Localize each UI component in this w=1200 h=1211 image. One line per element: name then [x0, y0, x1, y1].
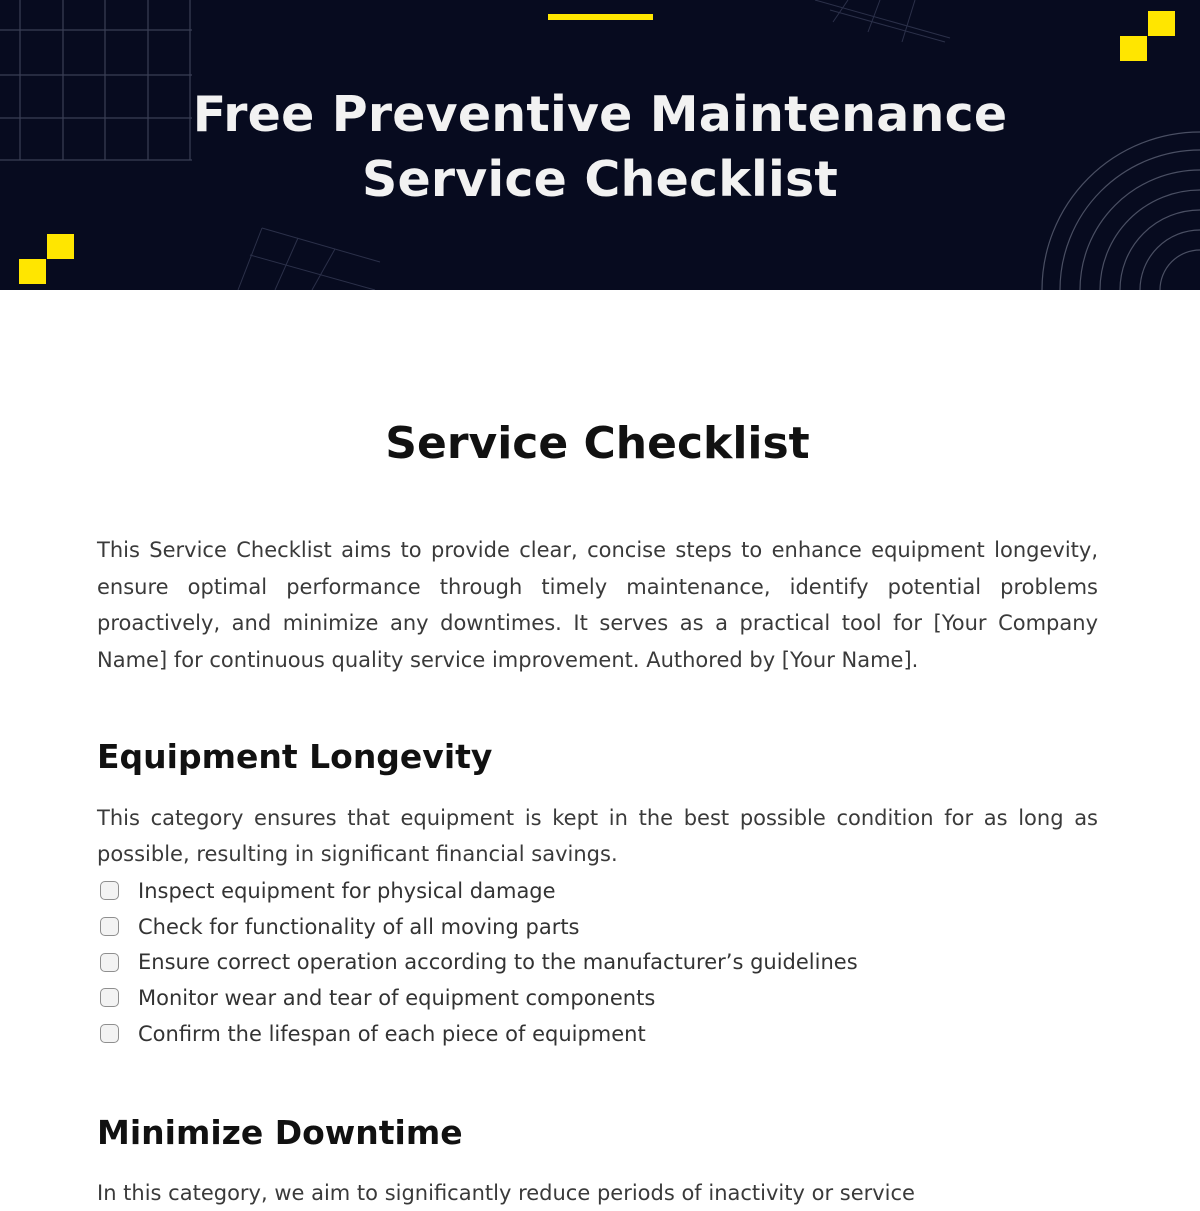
intro-paragraph: This Service Checklist aims to provide clear, concise steps to enhance equipment longevity, ensure optimal performance through timely maintenance, identify potential problems proactively, and minimize any downtimes. It serves as a practical tool for [Your Company Name] for continuous quality service improvement. Authored by [Your Name].	[97, 538, 1098, 672]
banner-title	[0, 82, 1200, 212]
checklist-equipment-longevity	[100, 873, 1090, 1051]
checklist-item	[100, 980, 1090, 1016]
checklist-item	[100, 1016, 1090, 1052]
section-description-minimize-downtime: In this category, we aim to significantly reduce periods of inactivity or service	[97, 1181, 915, 1205]
checklist-item	[100, 873, 1090, 909]
checklist-item-label: Monitor wear and tear of equipment components	[138, 985, 656, 1010]
checklist-item	[100, 944, 1090, 980]
banner-title-line1: Free Preventive Maintenance	[192, 86, 1008, 143]
section-description-equipment-longevity: This category ensures that equipment is kept in the best possible condition for as long as possible, resulting in significant financial savings.	[97, 806, 1098, 866]
checkbox[interactable]	[100, 953, 119, 972]
checkbox[interactable]	[100, 988, 119, 1007]
banner-title-line2: Service Checklist	[361, 151, 839, 208]
yellow-blocks-bottom-left	[19, 234, 74, 284]
section-heading-minimize-downtime: Minimize Downtime	[97, 1113, 463, 1152]
checklist-item	[100, 909, 1090, 945]
grid-decoration-top-right	[815, 0, 950, 42]
document-title: Service Checklist	[385, 418, 810, 469]
accent-bar	[548, 14, 653, 20]
yellow-blocks-top-right	[1120, 11, 1175, 61]
checklist-item-label: Inspect equipment for physical damage	[138, 878, 556, 903]
checkbox[interactable]	[100, 1024, 119, 1043]
checkbox[interactable]	[100, 917, 119, 936]
checklist-item-label: Confirm the lifespan of each piece of equipment	[138, 1021, 646, 1046]
header-banner	[0, 0, 1200, 290]
checklist-item-label: Check for functionality of all moving parts	[138, 914, 580, 939]
checklist-item-label: Ensure correct operation according to the manufacturer’s guidelines	[138, 950, 858, 975]
grid-decoration-bottom	[238, 228, 380, 290]
checkbox[interactable]	[100, 881, 119, 900]
section-heading-equipment-longevity: Equipment Longevity	[97, 737, 493, 776]
